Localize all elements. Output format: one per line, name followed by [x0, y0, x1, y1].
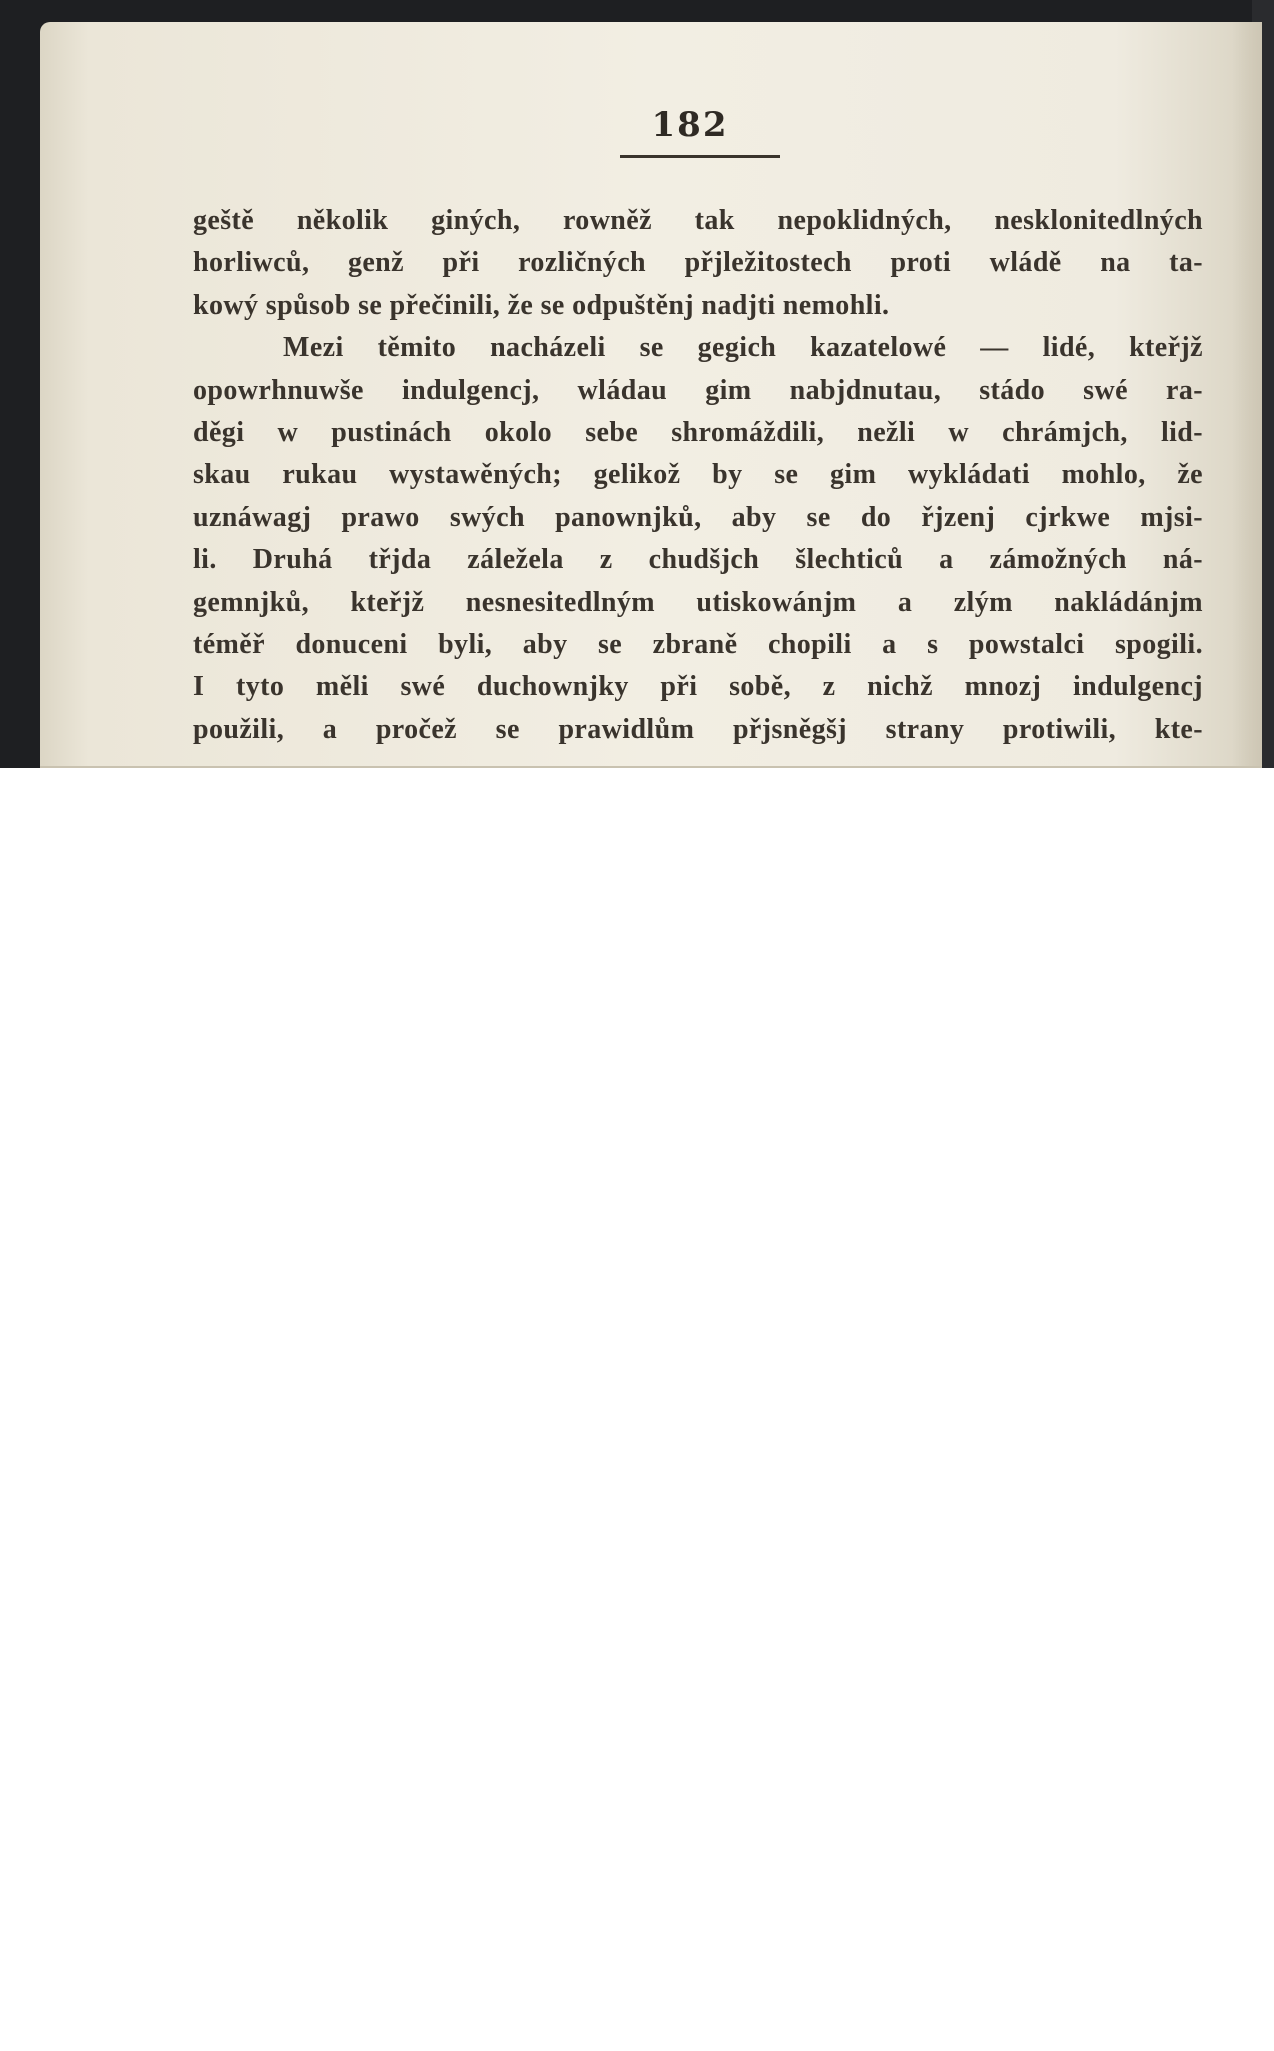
- text-line: uznáwagj prawo swých panownjků, aby se do řjzenj cjrkwe mjsi-: [193, 501, 1203, 533]
- text-line: použili, a pročež se prawidlům přjsněgšj strany protiwili, kte-: [193, 713, 1203, 745]
- page-number: 182: [651, 105, 729, 145]
- text-line: děgi w pustinách okolo sebe shromáždili, nežli w chrámjch, lid-: [193, 416, 1203, 448]
- page-edge-shadow: [1232, 22, 1262, 768]
- text-line: skau rukau wystawěných; gelikož by se gim wykládati mohlo, že: [193, 459, 1203, 491]
- blank-area: [0, 768, 1274, 2051]
- text-line: geště několik giných, rowněž tak nepoklidných, nesklonitedlných: [193, 205, 1203, 236]
- text-line: I tyto měli swé duchownjky při sobě, z nichž mnozj indulgencj: [193, 671, 1203, 703]
- text-line: opowrhnuwše indulgencj, wládau gim nabjdnutau, stádo swé ra-: [193, 374, 1203, 406]
- text-line: téměř donuceni byli, aby se zbraně chopili a s powstalci spogili.: [193, 628, 1203, 660]
- text-line: li. Druhá třjda záležela z chudšjch šlechticů a zámožných ná-: [193, 544, 1203, 576]
- text-line: horliwců, genž při rozličných přjležitostech proti wládě na ta-: [193, 247, 1203, 279]
- paragraph-start-line: Mezi těmito nacházeli se gegich kazatelowé — lidé, kteřjž: [283, 332, 1203, 364]
- body-text: [193, 200, 1203, 751]
- header-rule: [620, 155, 780, 158]
- text-line: gemnjků, kteřjž nesnesitedlným utiskowánjm a zlým nakládánjm: [193, 586, 1203, 618]
- text-line: kowý spůsob se přečinili, že se odpuštěnj nadjti nemohli.: [193, 289, 890, 321]
